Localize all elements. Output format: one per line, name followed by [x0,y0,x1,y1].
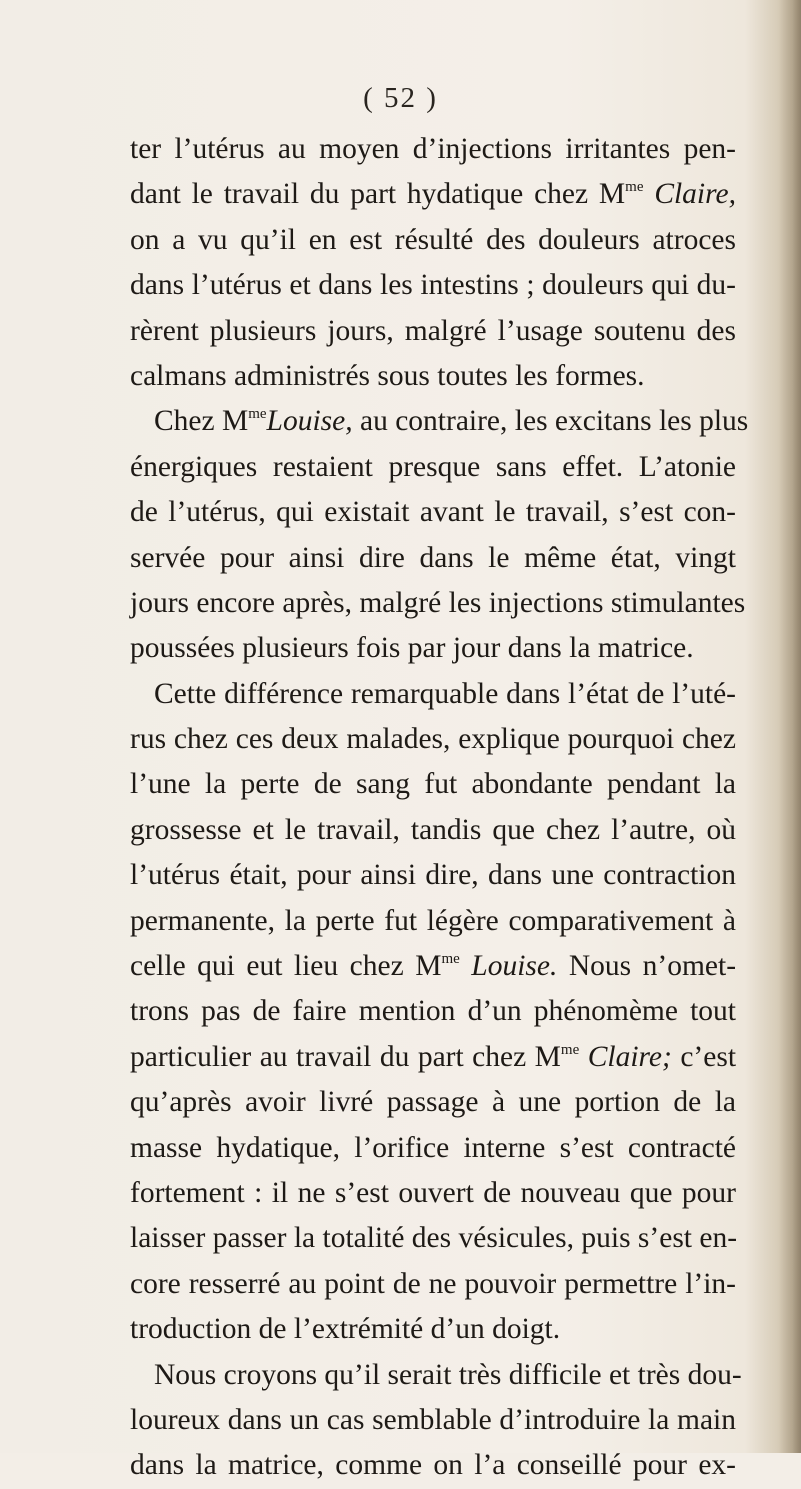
text-line-15: l’une la perte de sang fut abondante pendant la [130,768,736,801]
text-line-24: fortement : il ne s’est ouvert de nouveau que pour [130,1176,736,1209]
text-line-25: laisser passer la totalité des vésicules, puis s’est en- [130,1222,738,1255]
text-line-8: énergiques restaient presque sans effet. L’atonie [130,450,736,483]
text-line-27: troduction de l’extrémité d’un doigt. [130,1313,561,1346]
text-line-20: trons pas de faire mention d’un phénomème tout [130,995,736,1028]
text-line-9: de l’utérus, qui existait avant le travail, s’est con- [130,496,736,529]
text-line-19: celle qui eut lieu chez $M^{me}$ Louise. Nous n’omet- [130,950,737,983]
text-line-12: poussées plusieurs fois par jour dans la matrice. [130,632,694,665]
text-line-10: servée pour ainsi dire dans le même état, vingt [130,541,736,574]
text-line-5: rèrent plusieurs jours, malgré l’usage soutenu des [130,314,736,347]
text-line-29: loureux dans un cas semblable d’introduire la main [130,1403,736,1436]
text-line-2: dant le travail du part hydatique chez $M^{me}$ Claire, [130,178,736,211]
text-line-7: Chez $M^{me}Louise$, au contraire, les excitans les plus [154,405,749,438]
text-line-6: calmans administrés sous toutes les formes. [130,359,645,392]
body-text [130,127,749,1489]
text-line-17: l’utérus était, pour ainsi dire, dans une contraction [130,859,736,892]
text-line-4: dans l’utérus et dans les intestins ; douleurs qui du- [130,269,736,302]
text-line-18: permanente, la perte fut légère comparativement à [130,904,736,937]
text-line-3: on a vu qu’il en est résulté des douleurs atroces [130,223,736,256]
text-line-11: jours encore après, malgré les injections stimulantes [130,586,746,619]
text-line-14: rus chez ces deux malades, explique pourquoi chez [130,723,736,756]
text-line-1: ter l’utérus au moyen d’injections irritantes pen- [130,133,736,165]
page-edge-shadow [779,0,801,1453]
text-line-23: masse hydatique, l’orifice interne s’est contracté [130,1131,736,1164]
text-line-16: grossesse et le travail, tandis que chez l’autre, où [130,813,736,846]
text-line-30: dans la matrice, comme on l’a conseillé pour ex- [130,1449,736,1482]
text-line-22: qu’après avoir livré passage à une portion de la [130,1086,736,1119]
text-line-21: particulier au travail du part chez $M^{me}$ Claire; c’est [130,1040,737,1073]
text-line-28: Nous croyons qu’il serait très difficile et très dou- [154,1358,742,1391]
text-line-13: Cette différence remarquable dans l’état de l’uté- [154,677,736,710]
text-line-26: core resserré au point de ne pouvoir permettre l’in- [130,1267,736,1300]
page-number: ( 52 ) [363,82,438,114]
